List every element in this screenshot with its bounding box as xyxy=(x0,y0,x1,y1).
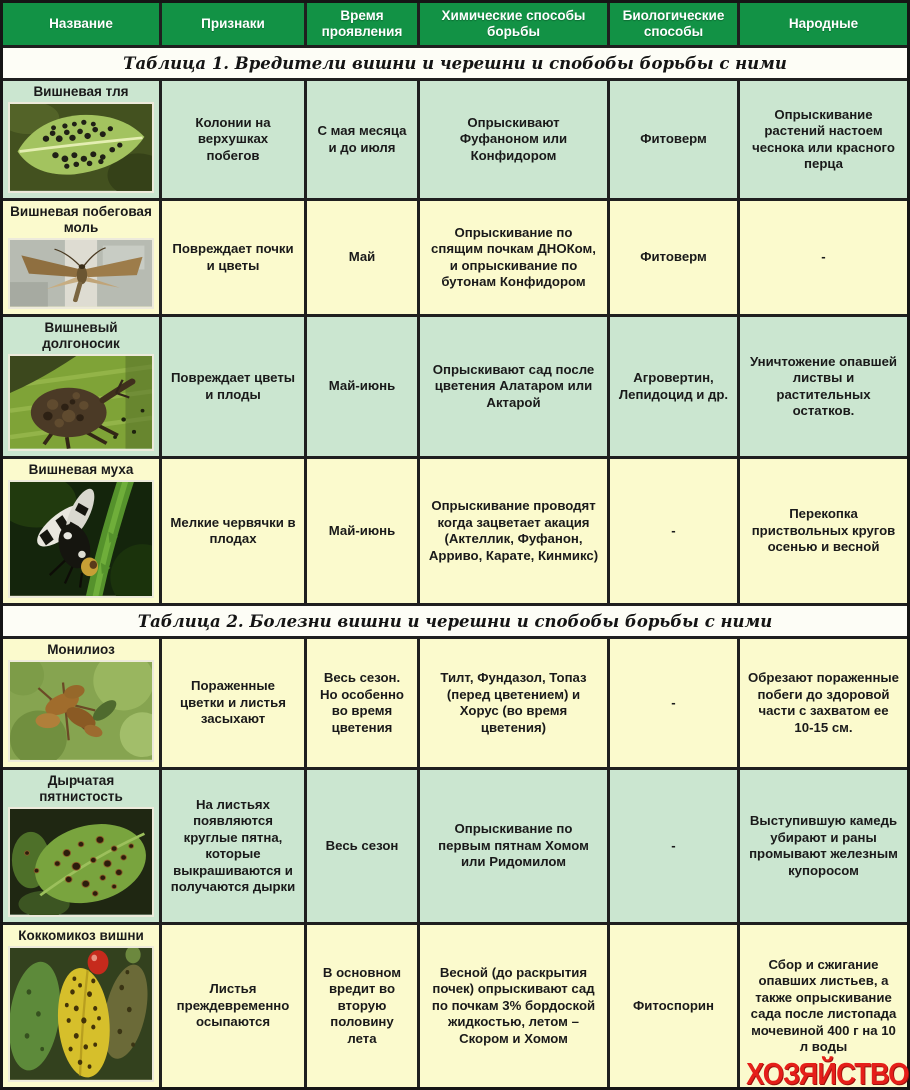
cell-signs: Пораженные цветки и листья засыхают xyxy=(162,639,304,767)
section-title-diseases: Таблица 2. Болезни вишни и черешни и спобобы борьбы с ними xyxy=(3,606,907,636)
cherry-shoot-moth-photo xyxy=(8,238,154,309)
cell-signs: На листьях появляются круглые пятна, которые выкрашиваются и получаются дырки xyxy=(162,770,304,922)
column-header-chemical: Химические способы борьбы xyxy=(420,3,607,45)
cell-folk: Сбор и сжигание опавших листьев, а также опрыскивание сада после листопада мочевиной 400 г на 10 л воды xyxy=(740,925,907,1087)
cell-chemical: Опрыскивание проводят когда зацветает акация (Актеллик, Фуфанон, Арриво, Карате, Кинмикс) xyxy=(420,459,607,603)
cell-time: С мая месяца и до июля xyxy=(307,81,417,198)
disease-name-label: Дырчатая пятнистость xyxy=(39,773,123,805)
cell-chemical: Опрыскивание по первым пятнам Хомом или Ридомилом xyxy=(420,770,607,922)
cell-name-cherry-aphid xyxy=(3,81,159,198)
section-title-pests: Таблица 1. Вредители вишни и черешни и спобобы борьбы с ними xyxy=(3,48,907,78)
cell-folk: Выступившую камедь убирают и раны промывают железным купоросом xyxy=(740,770,907,922)
cell-biological: - xyxy=(610,770,737,922)
coccomycosis-yellow-leaf-photo xyxy=(8,946,154,1082)
cherry-weevil-photo xyxy=(8,354,154,451)
cell-chemical: Весной (до раскрытия почек) опрыскивают сад по почкам 3% бордоской жидкостью, летом – Скором и Хомом xyxy=(420,925,607,1087)
pest-name-label: Вишневая муха xyxy=(28,462,134,477)
column-header-signs: Признаки xyxy=(162,3,304,45)
cell-biological: Агровертин, Лепидоцид и др. xyxy=(610,317,737,456)
cell-name-shoot-moth xyxy=(3,201,159,314)
cell-name-cherry-fly xyxy=(3,459,159,603)
cell-name-weevil xyxy=(3,317,159,456)
column-header-name: Название xyxy=(3,3,159,45)
cherry-fruit-fly-photo xyxy=(8,480,154,598)
cell-time: В основном вредит во вторую половину лета xyxy=(307,925,417,1087)
cell-name-coccomycosis xyxy=(3,925,159,1087)
cell-time: Весь сезон. Но особенно во время цветения xyxy=(307,639,417,767)
cell-signs: Листья преждевременно осыпаются xyxy=(162,925,304,1087)
cell-folk: - xyxy=(740,201,907,314)
cell-time: Май-июнь xyxy=(307,317,417,456)
pest-name-label: Вишневая тля xyxy=(33,84,129,99)
cell-biological: Фитоверм xyxy=(610,81,737,198)
cell-biological: Фитоверм xyxy=(610,201,737,314)
cell-time: Май xyxy=(307,201,417,314)
cell-biological: - xyxy=(610,459,737,603)
cell-folk: Обрезают пораженные побеги до здоровой части с захватом ее 10-15 см. xyxy=(740,639,907,767)
cell-name-shot-hole xyxy=(3,770,159,922)
cherry-aphid-colony-on-leaf-photo xyxy=(8,102,154,193)
cell-biological: Фитоспорин xyxy=(610,925,737,1087)
cell-signs: Повреждает почки и цветы xyxy=(162,201,304,314)
column-header-time: Время проявления xyxy=(307,3,417,45)
shot-hole-spotted-leaf-photo xyxy=(8,807,154,917)
disease-name-label: Монилиоз xyxy=(47,642,115,657)
cell-signs: Колонии на верхушках побегов xyxy=(162,81,304,198)
cell-time: Май-июнь xyxy=(307,459,417,603)
cell-biological: - xyxy=(610,639,737,767)
cell-signs: Повреждает цветы и плоды xyxy=(162,317,304,456)
cell-chemical: Опрыскивают Фуфаноном или Конфидором xyxy=(420,81,607,198)
cell-chemical: Опрыскивают сад после цветения Алатаром или Актарой xyxy=(420,317,607,456)
khozyaystvo-magazine-watermark: ХОЗЯЙСТВО xyxy=(745,1056,908,1090)
moniliosis-dried-shoots-photo xyxy=(8,660,154,762)
cell-folk: Уничтожение опавшей листвы и растительных остатков. xyxy=(740,317,907,456)
cell-time: Весь сезон xyxy=(307,770,417,922)
pest-name-label: Вишневая побеговая моль xyxy=(10,204,152,236)
cell-signs: Мелкие червячки в плодах xyxy=(162,459,304,603)
cell-chemical: Опрыскивание по спящим почкам ДНОКом, и опрыскивание по бутонам Конфидором xyxy=(420,201,607,314)
cell-folk: Перекопка приствольных кругов осенью и весной xyxy=(740,459,907,603)
pest-name-label: Вишневый долгоносик xyxy=(42,320,120,352)
cell-name-moniliosis xyxy=(3,639,159,767)
cell-folk: Опрыскивание растений настоем чеснока или красного перца xyxy=(740,81,907,198)
disease-name-label: Коккомикоз вишни xyxy=(18,928,144,943)
cell-chemical: Тилт, Фундазол, Топаз (перед цветением) и Хорус (во время цветения) xyxy=(420,639,607,767)
column-header-biological: Биологические способы xyxy=(610,3,737,45)
column-header-folk: Народные xyxy=(740,3,907,45)
